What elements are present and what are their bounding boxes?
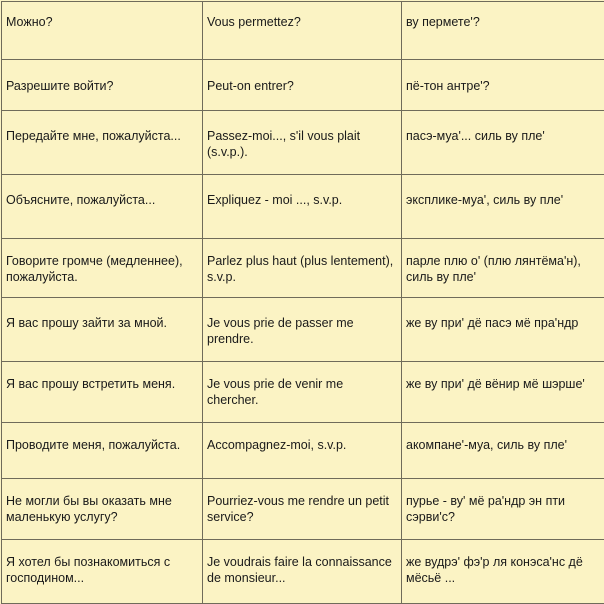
russian-phrase: Проводите меня, пожалуйста. [2, 423, 203, 479]
table-row [2, 423, 604, 479]
transcription: акомпане'-муа, силь ву пле' [402, 423, 604, 479]
transcription: пурье - ву' мё ра'ндр эн пти сэрви'с? [402, 479, 604, 540]
transcription: эксплике-муа', силь ву пле' [402, 175, 604, 239]
table-row [2, 479, 604, 540]
table-row [2, 60, 604, 111]
russian-phrase: Я вас прошу встретить меня. [2, 362, 203, 423]
transcription: ву пермете'? [402, 2, 604, 60]
russian-phrase: Не могли бы вы оказать мне маленькую услугу? [2, 479, 203, 540]
russian-phrase: Я хотел бы познакомиться с господином... [2, 540, 203, 604]
russian-phrase: Я вас прошу зайти за мной. [2, 298, 203, 362]
table-row [2, 2, 604, 60]
transcription: пасэ-муа'... силь ву пле' [402, 111, 604, 175]
transcription: парле плю о' (плю лянтёма'н), силь ву пле' [402, 239, 604, 298]
transcription: же ву при' дё вёнир мё шэрше' [402, 362, 604, 423]
french-phrase: Je vous prie de venir me chercher. [203, 362, 402, 423]
table-row [2, 540, 604, 604]
russian-phrase: Объясните, пожалуйста... [2, 175, 203, 239]
russian-phrase: Разрешите войти? [2, 60, 203, 111]
table-row [2, 239, 604, 298]
french-phrase: Expliquez - moi ..., s.v.p. [203, 175, 402, 239]
table-row [2, 175, 604, 239]
french-phrase: Passez-moi..., s'il vous plait (s.v.p.). [203, 111, 402, 175]
table-row [2, 298, 604, 362]
french-phrase: Parlez plus haut (plus lentement), s.v.p. [203, 239, 402, 298]
russian-phrase: Можно? [2, 2, 203, 60]
transcription: пё-тон антре'? [402, 60, 604, 111]
transcription: же вудрэ' фэ'р ля конэса'нс дё мёсьё ... [402, 540, 604, 604]
french-phrase: Peut-on entrer? [203, 60, 402, 111]
french-phrase: Accompagnez-moi, s.v.p. [203, 423, 402, 479]
phrase-table [1, 1, 604, 604]
french-phrase: Vous permettez? [203, 2, 402, 60]
french-phrase: Je vous prie de passer me prendre. [203, 298, 402, 362]
transcription: же ву при' дё пасэ мё пра'ндр [402, 298, 604, 362]
table-row [2, 362, 604, 423]
french-phrase: Pourriez-vous me rendre un petit service? [203, 479, 402, 540]
russian-phrase: Передайте мне, пожалуйста... [2, 111, 203, 175]
russian-phrase: Говорите громче (медленнее), пожалуйста. [2, 239, 203, 298]
french-phrase: Je voudrais faire la connaissance de monsieur... [203, 540, 402, 604]
table-row [2, 111, 604, 175]
